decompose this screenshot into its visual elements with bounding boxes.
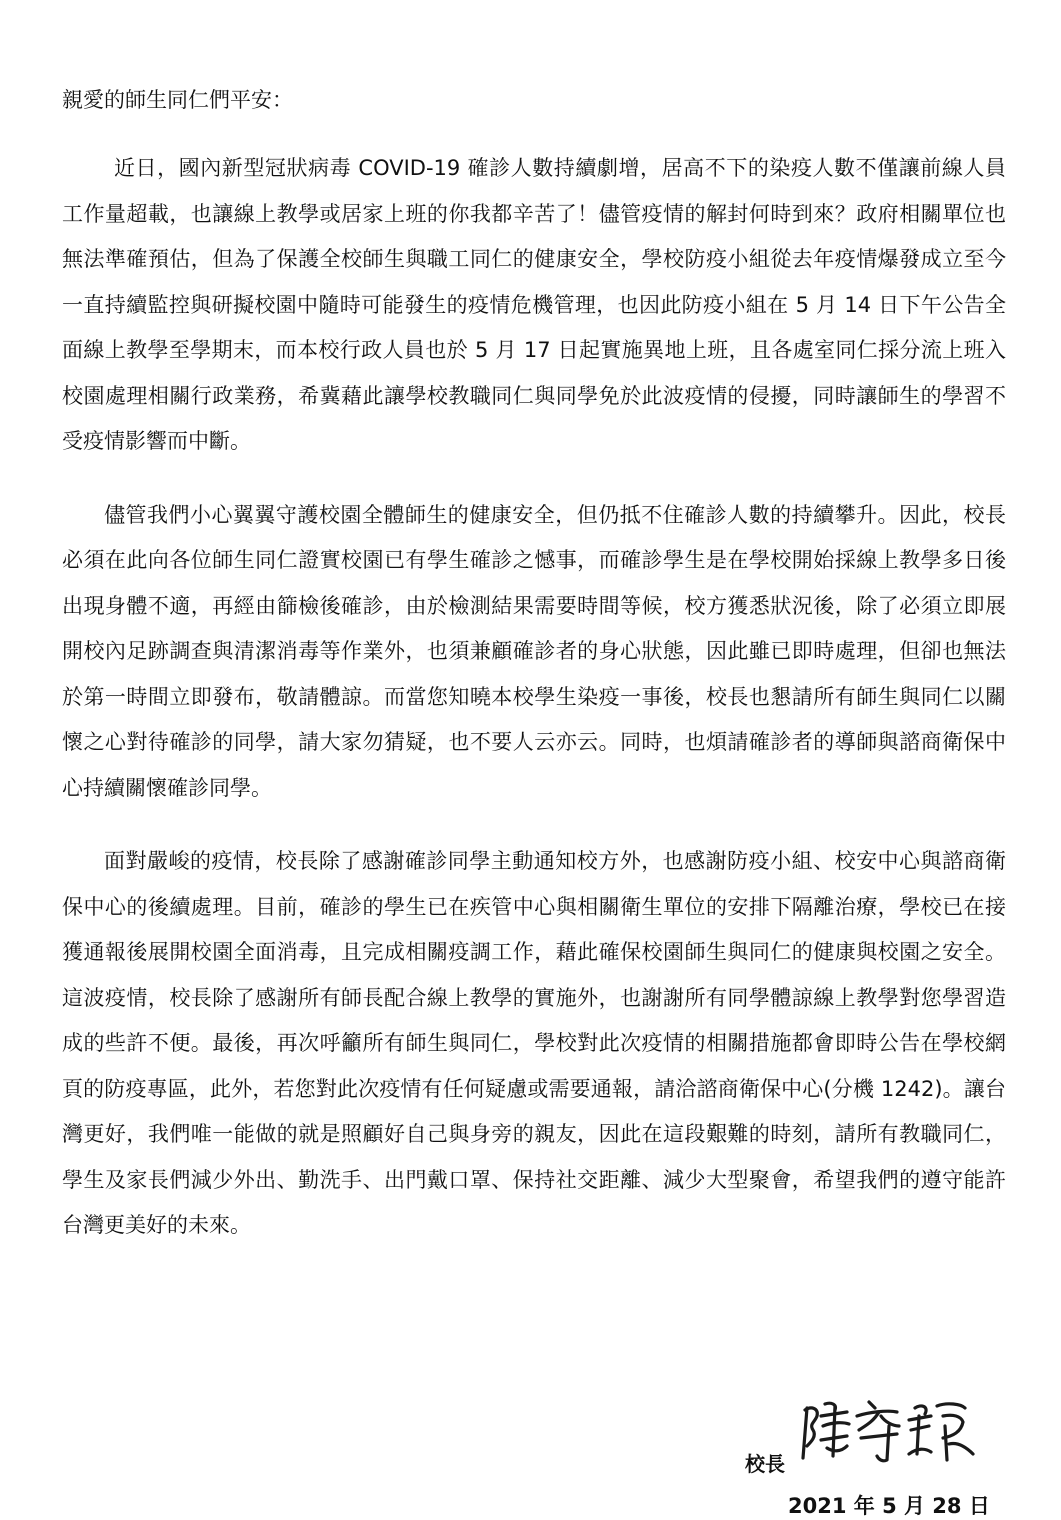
- paragraph-2: 儘管我們小心翼翼守護校園全體師生的健康安全，但仍抵不住確診人數的持續攀升。因此，校長必須在此向各位師生同仁證實校園已有學生確診之憾事，而確診學生是在學校開始採線上教學多日後出現身體不適，再經由篩檢後確診，由於檢測結果需要時間等候，校方獲悉狀況後，除了必須立即展開校內足跡調查與清潔消毒等作業外，也須兼顧確診者的身心狀態，因此雖已即時處理，但卻也無法於第一時間立即發布，敬請體諒。而當您知曉本校學生染疫一事後，校長也懇請所有師生與同仁以關懷之心對待確診的同學，請大家勿猜疑，也不要人云亦云。同時，也煩請確診者的導師與諮商衛保中心持續關懷確診同學。: [62, 502, 1006, 800]
- signature-block: [745, 1410, 990, 1520]
- signature-date: 2021 年 5 月 28 日: [788, 1494, 990, 1518]
- signature-title: 校長: [745, 1452, 785, 1476]
- letter-body: [62, 82, 1006, 1277]
- paragraph-3: 面對嚴峻的疫情，校長除了感謝確診同學主動通知校方外，也感謝防疫小組、校安中心與諮商衛保中心的後續處理。目前，確診的學生已在疾管中心與相關衛生單位的安排下隔離治療，學校已在接獲通報後展開校園全面消毒，且完成相關疫調工作，藉此確保校園師生與同仁的健康與校園之安全。這波疫情，校長除了感謝所有師長配合線上教學的實施外，也謝謝所有同學體諒線上教學對您學習造成的些許不便。最後，再次呼籲所有師生與同仁，學校對此次疫情的相關措施都會即時公告在學校網頁的防疫專區，此外，若您對此次疫情有任何疑慮或需要通報，請洽諮商衛保中心(分機 1242)。讓台灣更好，我們唯一能做的就是照顧好自己與身旁的親友，因此在這段艱難的時刻，請所有教職同仁，學生及家長們減少外出、勤洗手、出門戴口罩、保持社交距離、減少大型聚會，希望我們的遵守能許台灣更美好的未來。: [62, 849, 1006, 1237]
- paragraph-1: 近日，國內新型冠狀病毒 COVID-19 確診人數持續劇增，居高不下的染疫人數不僅讓前線人員工作量超載，也讓線上教學或居家上班的你我都辛苦了！儘管疫情的解封何時到來？政府相關單位也無法準確預估，但為了保護全校師生與職工同仁的健康安全，學校防疫小組從去年疫情爆發成立至今一直持續監控與研擬校園中隨時可能發生的疫情危機管理，也因此防疫小組在 5 月 14 日下午公告全面線上教學至學期末，而本校行政人員也於 5 月 17 日起實施異地上班，且各處室同仁採分流上班入校園處理相關行政業務，希冀藉此讓學校教職同仁與同學免於此波疫情的侵擾，同時讓師生的學習不受疫情影響而中斷。: [62, 156, 1006, 453]
- handwritten-signature-icon: [797, 1396, 977, 1468]
- greeting: 親愛的師生同仁們平安：: [62, 88, 293, 112]
